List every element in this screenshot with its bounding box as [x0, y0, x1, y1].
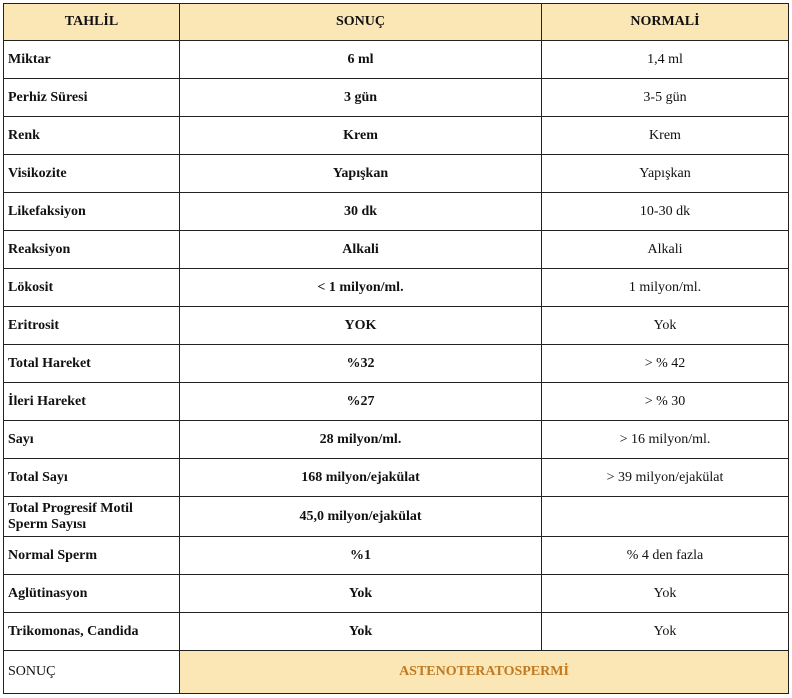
semen-analysis-table: [3, 3, 789, 694]
table-row: [4, 193, 789, 231]
test-result: 3 gün: [180, 79, 542, 117]
table-row: [4, 41, 789, 79]
test-result: 6 ml: [180, 41, 542, 79]
table-row: [4, 613, 789, 651]
normal-range: 1 milyon/ml.: [542, 269, 789, 307]
normal-range: > % 42: [542, 345, 789, 383]
test-name: Perhiz Süresi: [4, 79, 180, 117]
test-result: Yapışkan: [180, 155, 542, 193]
normal-range: [542, 497, 789, 537]
normal-range: 10-30 dk: [542, 193, 789, 231]
normal-range: Alkali: [542, 231, 789, 269]
table-row: [4, 497, 789, 537]
test-result: 28 milyon/ml.: [180, 421, 542, 459]
header-row: [4, 4, 789, 41]
test-result: Alkali: [180, 231, 542, 269]
test-name: Eritrosit: [4, 307, 180, 345]
normal-range: Yapışkan: [542, 155, 789, 193]
header-sonuc: SONUÇ: [180, 4, 542, 41]
table-row: [4, 269, 789, 307]
normal-range: > 16 milyon/ml.: [542, 421, 789, 459]
test-name: Sayı: [4, 421, 180, 459]
table-row: [4, 537, 789, 575]
table-row: [4, 79, 789, 117]
test-name: Total Progresif Motil Sperm Sayısı: [4, 497, 180, 537]
table-row: [4, 345, 789, 383]
final-diagnosis: ASTENOTERATOSPERMİ: [180, 651, 789, 694]
header-tahlil: TAHLİL: [4, 4, 180, 41]
normal-range: Yok: [542, 613, 789, 651]
test-result: < 1 milyon/ml.: [180, 269, 542, 307]
table-row: [4, 421, 789, 459]
test-result: YOK: [180, 307, 542, 345]
table-row: [4, 575, 789, 613]
normal-range: 1,4 ml: [542, 41, 789, 79]
test-name: Normal Sperm: [4, 537, 180, 575]
test-result: 30 dk: [180, 193, 542, 231]
table-row: [4, 231, 789, 269]
normal-range: Yok: [542, 307, 789, 345]
test-name: Visikozite: [4, 155, 180, 193]
final-label: SONUÇ: [4, 651, 180, 694]
test-name: Reaksiyon: [4, 231, 180, 269]
test-name: Total Hareket: [4, 345, 180, 383]
header-normali: NORMALİ: [542, 4, 789, 41]
table-row: [4, 459, 789, 497]
normal-range: 3-5 gün: [542, 79, 789, 117]
test-result: 45,0 milyon/ejakülat: [180, 497, 542, 537]
table-row: [4, 383, 789, 421]
test-result: %1: [180, 537, 542, 575]
test-name: İleri Hareket: [4, 383, 180, 421]
test-name: Miktar: [4, 41, 180, 79]
test-name: Aglütinasyon: [4, 575, 180, 613]
test-name: Renk: [4, 117, 180, 155]
test-name: Likefaksiyon: [4, 193, 180, 231]
table-row: [4, 155, 789, 193]
test-result: Krem: [180, 117, 542, 155]
test-result: %27: [180, 383, 542, 421]
table-row: [4, 117, 789, 155]
test-result: Yok: [180, 613, 542, 651]
test-result: 168 milyon/ejakülat: [180, 459, 542, 497]
final-result-row: [4, 651, 789, 694]
normal-range: Yok: [542, 575, 789, 613]
test-result: Yok: [180, 575, 542, 613]
test-name: Total Sayı: [4, 459, 180, 497]
table-row: [4, 307, 789, 345]
test-name: Lökosit: [4, 269, 180, 307]
normal-range: Krem: [542, 117, 789, 155]
normal-range: > % 30: [542, 383, 789, 421]
normal-range: > 39 milyon/ejakülat: [542, 459, 789, 497]
normal-range: % 4 den fazla: [542, 537, 789, 575]
test-name: Trikomonas, Candida: [4, 613, 180, 651]
test-result: %32: [180, 345, 542, 383]
